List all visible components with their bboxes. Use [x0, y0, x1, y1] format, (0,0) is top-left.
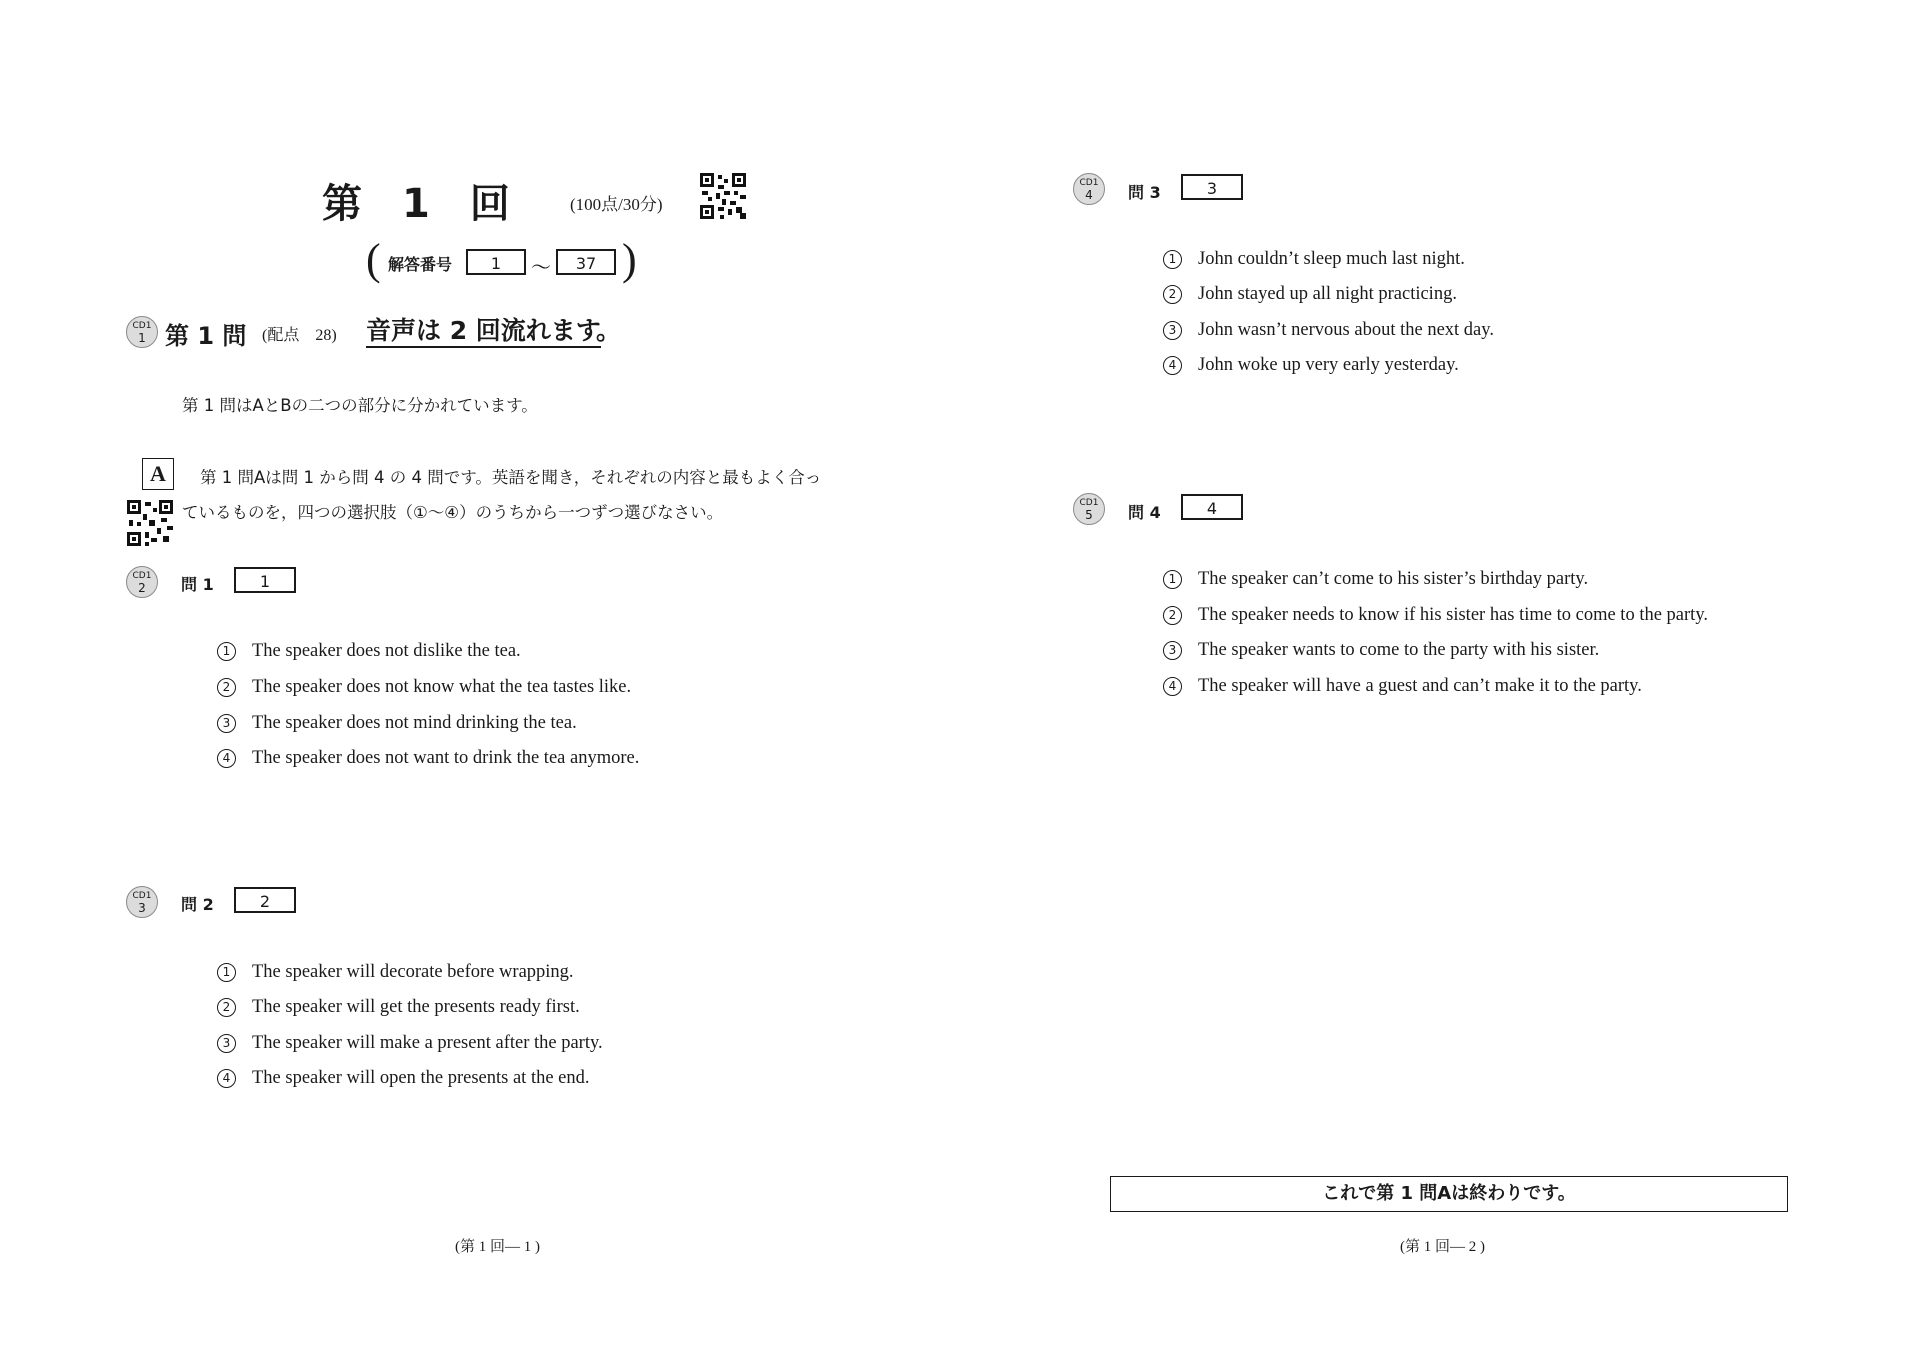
answer-number-box: 1 — [234, 567, 296, 593]
choice-2[interactable] — [217, 677, 631, 698]
choice-4[interactable] — [217, 748, 639, 769]
close-paren: ) — [622, 235, 637, 284]
cd-track-number: 2 — [138, 581, 146, 595]
choice-text: The speaker will decorate before wrapping. — [252, 962, 574, 982]
choice-4[interactable] — [1163, 355, 1459, 376]
choice-text: John wasn’t nervous about the next day. — [1198, 320, 1494, 340]
choice-2[interactable] — [1163, 605, 1708, 626]
choice-number: 2 — [217, 678, 236, 697]
part-a-instructions-line2: ているものを，四つの選択肢（①〜④）のうちから一つずつ選びなさい。 — [182, 503, 724, 522]
cd-track-number: 3 — [138, 901, 146, 915]
section-title: 第 1 問 — [165, 322, 247, 350]
choice-4[interactable] — [1163, 676, 1642, 697]
choice-2[interactable] — [217, 997, 580, 1018]
answer-number-label: 解答番号 — [388, 255, 453, 274]
cd-track-icon[interactable] — [126, 886, 158, 918]
choice-number: 3 — [1163, 641, 1182, 660]
question-label: 問 2 — [181, 895, 214, 914]
choice-number: 2 — [217, 998, 236, 1017]
choice-text: John woke up very early yesterday. — [1198, 355, 1459, 375]
score-info: (100点/30分) — [570, 195, 663, 214]
choice-3[interactable] — [1163, 320, 1494, 341]
choice-3[interactable] — [1163, 640, 1599, 661]
answer-range-start: 1 — [466, 249, 526, 275]
section-points: (配点 28) — [262, 327, 337, 344]
cd-label: CD1 — [132, 891, 152, 901]
question-label: 問 4 — [1128, 503, 1161, 522]
choice-number: 3 — [217, 714, 236, 733]
cd-label: CD1 — [132, 571, 152, 581]
section-intro: 第 1 問はAとBの二つの部分に分かれています。 — [182, 396, 538, 415]
choice-text: The speaker wants to come to the party with his sister. — [1198, 640, 1600, 660]
end-of-part-a-notice: これで第 1 問Aは終わりです。 — [1110, 1176, 1788, 1212]
part-a-instructions-line1: 第 1 問Aは問 1 から問 4 の 4 問です。英語を聞き，それぞれの内容と最もよく合っ — [200, 468, 822, 487]
choice-number: 1 — [1163, 250, 1182, 269]
cd-track-icon[interactable] — [126, 316, 158, 348]
cd-track-number: 5 — [1085, 508, 1093, 522]
choice-number: 2 — [1163, 606, 1182, 625]
choice-number: 3 — [217, 1034, 236, 1053]
choice-2[interactable] — [1163, 284, 1457, 305]
choice-text: The speaker does not dislike the tea. — [252, 641, 521, 661]
cd-track-icon[interactable] — [1073, 493, 1105, 525]
answer-number-box: 2 — [234, 887, 296, 913]
cd-track-number: 4 — [1085, 188, 1093, 202]
choice-number: 1 — [1163, 570, 1182, 589]
choice-number: 4 — [217, 1069, 236, 1088]
cd-track-icon[interactable] — [126, 566, 158, 598]
cd-label: CD1 — [1079, 178, 1099, 188]
choice-number: 2 — [1163, 285, 1182, 304]
choice-3[interactable] — [217, 713, 577, 734]
choice-1[interactable] — [1163, 569, 1588, 590]
choice-text: John couldn’t sleep much last night. — [1198, 249, 1465, 269]
page-number-right: (第 1 回— 2 ) — [1400, 1239, 1485, 1255]
cd-track-icon[interactable] — [1073, 173, 1105, 205]
choice-number: 4 — [217, 749, 236, 768]
choice-text: The speaker does not mind drinking the tea. — [252, 713, 577, 733]
choice-4[interactable] — [217, 1068, 590, 1089]
part-a-label: A — [142, 458, 174, 490]
replay-note: 音声は 2 回流れます — [366, 316, 601, 348]
qr-code-icon-part-a[interactable] — [127, 500, 173, 546]
choice-text: John stayed up all night practicing. — [1198, 284, 1457, 304]
answer-number-box: 3 — [1181, 174, 1243, 200]
page-number-left: (第 1 回— 1 ) — [455, 1239, 540, 1255]
choice-text: The speaker will make a present after the party. — [252, 1033, 603, 1053]
choice-number: 4 — [1163, 677, 1182, 696]
choice-text: The speaker can’t come to his sister’s birthday party. — [1198, 569, 1589, 589]
choice-number: 1 — [217, 963, 236, 982]
open-paren: ( — [366, 235, 381, 284]
choice-1[interactable] — [1163, 249, 1465, 270]
cd-track-number: 1 — [138, 331, 146, 345]
choice-1[interactable] — [217, 962, 574, 983]
choice-number: 1 — [217, 642, 236, 661]
choice-number: 4 — [1163, 356, 1182, 375]
qr-code-icon[interactable] — [700, 173, 746, 219]
choice-1[interactable] — [217, 641, 521, 662]
choice-text: The speaker will have a guest and can’t make it to the party. — [1198, 676, 1642, 696]
replay-note-end: 。 — [596, 316, 622, 345]
choice-text: The speaker will open the presents at the end. — [252, 1068, 590, 1088]
choice-number: 3 — [1163, 321, 1182, 340]
answer-range-end: 37 — [556, 249, 616, 275]
answer-number-box: 4 — [1181, 494, 1243, 520]
question-label: 問 3 — [1128, 183, 1161, 202]
cd-label: CD1 — [132, 321, 152, 331]
page-title: 第 1 回 — [322, 181, 510, 227]
choice-text: The speaker needs to know if his sister has time to come to the party. — [1198, 605, 1708, 625]
question-label: 問 1 — [181, 575, 214, 594]
cd-label: CD1 — [1079, 498, 1099, 508]
choice-text: The speaker will get the presents ready first. — [252, 997, 580, 1017]
choice-text: The speaker does not know what the tea tastes like. — [252, 677, 632, 697]
choice-text: The speaker does not want to drink the tea anymore. — [252, 748, 640, 768]
tilde: 〜 — [531, 255, 551, 279]
choice-3[interactable] — [217, 1033, 603, 1054]
